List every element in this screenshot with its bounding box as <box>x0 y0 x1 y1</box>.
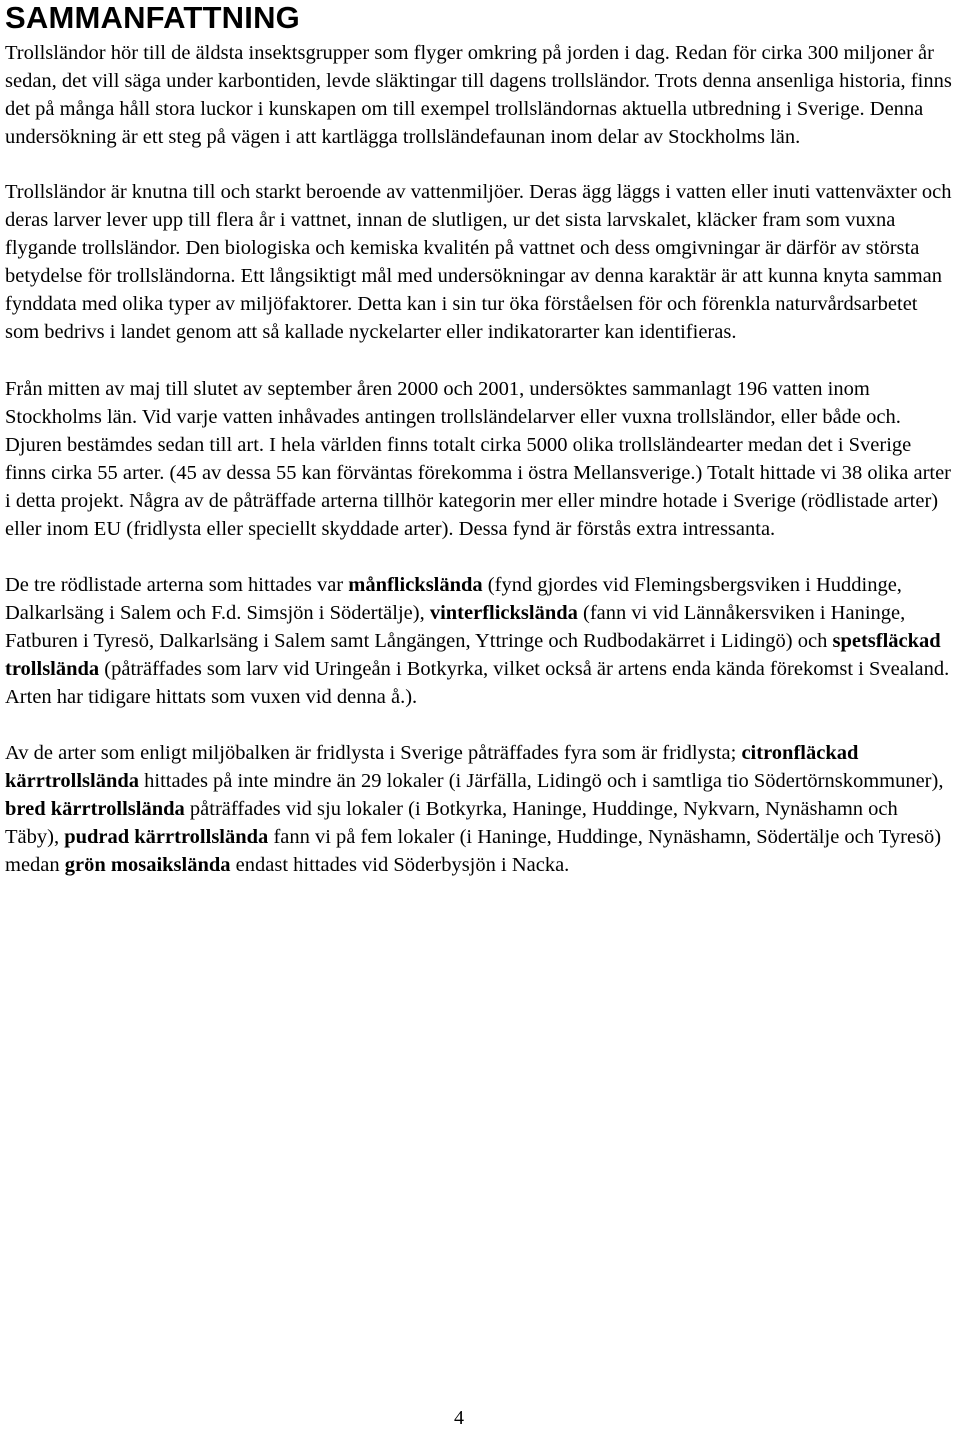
document-page <box>5 0 955 879</box>
species-name: citronfläckad kärrtrollslända <box>5 742 859 792</box>
paragraph-habitat: Trollsländor är knutna till och starkt beroende av vattenmiljöer. Deras ägg läggs i vatten eller inuti vattenväxter och deras larver lever upp till flera år i vattnet, innan de slutligen, ur det sista larvskalet, kläcker fram som vuxna flygande trollsländor. Den biologiska och kemiska kvalitén på vattnet och dess omgivningar är därför av största betydelse för trollsländorna. Ett långsiktigt mål med undersökningar av denna karaktär är att kunna knyta samman fynddata med olika typer av miljöfaktorer. Detta kan i sin tur öka förståelsen för och förenkla naturvårdsarbetet som bedrivs i landet genom att så kallade nyckelarter eller indikatorarter kan identifieras. <box>5 181 952 343</box>
paragraph-method: Från mitten av maj till slutet av september åren 2000 och 2001, undersöktes sammanlagt 196 vatten inom Stockholms län. Vid varje vatten inhåvades antingen trollsländelarver eller vuxna trollsländor, eller både och. Djuren bestämdes sedan till art. I hela världen finns totalt cirka 5000 olika trollsländearter medan det i Sverige finns cirka 55 arter. (45 av dessa 55 kan förväntas förekomma i östra Mellansverige.) Totalt hittade vi 38 olika arter i detta projekt. Några av de påträffade arterna tillhör kategorin mer eller mindre hotade i Sverige (rödlistade arter) eller inom EU (fridlysta eller speciellt skyddade arter). Dessa fynd är förstås extra intressanta. <box>5 378 952 540</box>
section-heading: SAMMANFATTNING <box>5 0 300 35</box>
text-run: De tre rödlistade arterna som hittades var <box>5 574 349 596</box>
species-name: bred kärrtrollslända <box>5 798 185 820</box>
species-name: vinterflickslända <box>429 602 578 624</box>
paragraph-protected <box>5 739 955 879</box>
paragraph-redlisted <box>5 571 955 711</box>
text-run: Av de arter som enligt miljöbalken är fridlysta i Sverige påträffades fyra som är fridlysta; <box>5 742 742 764</box>
text-run: påträffades vid sju lokaler (i Botkyrka, Haninge, Huddinge, Nykvarn, Nynäshamn och Täby), <box>5 798 898 848</box>
species-name: pudrad kärrtrollslända <box>64 826 269 848</box>
text-run: (fynd gjordes vid Flemingsbergsviken i Huddinge, Dalkarlsäng i Salem och F.d. Simsjön i Södertälje), <box>5 574 902 624</box>
text-run: (fann vi vid Lännåkersviken i Haninge, Fatburen i Tyresö, Dalkarlsäng i Salem samt Långängen, Yttringe och Rudbodakärret i Lidingö) och <box>5 602 906 652</box>
species-name: månflickslända <box>348 574 483 596</box>
text-run: (påträffades som larv vid Uringeån i Botkyrka, vilket också är artens enda kända förekomst i Svealand. Arten har tidigare hittats som vuxen vid denna å.). <box>5 658 950 708</box>
species-name: grön mosaikslända <box>64 854 231 876</box>
page-number: 4 <box>454 1407 464 1429</box>
text-run: fann vi på fem lokaler (i Haninge, Huddinge, Nynäshamn, Södertälje och Tyresö) medan <box>5 826 942 876</box>
text-run: endast hittades vid Söderbysjön i Nacka. <box>230 854 570 876</box>
text-run: hittades på inte mindre än 29 lokaler (i Järfälla, Lidingö och i samtliga tio Södertörnskommuner), <box>139 770 944 792</box>
paragraph-intro: Trollsländor hör till de äldsta insektsgrupper som flyger omkring på jorden i dag. Redan för cirka 300 miljoner år sedan, det vill säga under karbontiden, levde släktingar till dagens trollsländor. Trots denna ansenliga historia, finns det på många håll stora luckor i kunskapen om till exempel trollsländornas aktuella utbredning i Sverige. Denna undersökning är ett steg på vägen i att kartlägga trollsländefaunan inom delar av Stockholms län. <box>5 42 952 148</box>
species-name: spetsfläckad trollslända <box>5 630 941 680</box>
